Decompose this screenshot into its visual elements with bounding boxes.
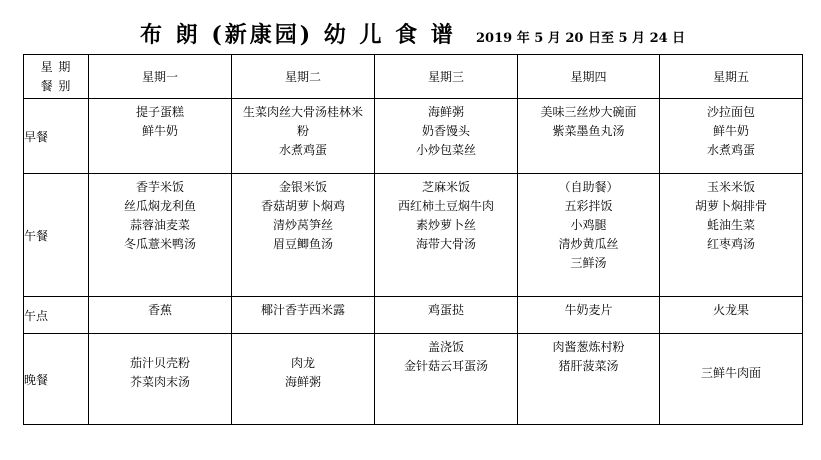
- dish-item: 玉米米饭: [706, 180, 755, 194]
- page-title: 布 朗 (新康园) 幼 儿 食 谱: [140, 22, 456, 48]
- dish-item: 芥菜肉末汤: [129, 375, 190, 389]
- menu-cell-breakfast-wed: [375, 99, 518, 174]
- dish-item: 火龙果: [712, 303, 749, 317]
- dish-item: 蒜蓉油麦菜: [129, 218, 190, 232]
- meal-label-lunch: 午餐: [24, 174, 89, 297]
- dish-item: 丝瓜焖龙利鱼: [123, 199, 196, 213]
- dish-item: 香芋米饭: [135, 180, 184, 194]
- menu-cell-lunch-thu: [518, 174, 660, 297]
- menu-cell-lunch-fri: [660, 174, 803, 297]
- meal-label-breakfast: 早餐: [24, 99, 89, 174]
- dish-item: 胡萝卜焖排骨: [694, 199, 767, 213]
- day-header-row: [24, 55, 803, 99]
- dish-item: 蚝油生菜: [706, 218, 755, 232]
- meal-row-dinner: [24, 334, 803, 425]
- dish-item: 三鲜汤: [570, 256, 607, 270]
- dish-item: 水煮鸡蛋: [706, 143, 755, 157]
- menu-cell-snack-thu: [518, 297, 660, 334]
- dish-item: 粉: [296, 124, 309, 138]
- dish-item: 猪肝菠菜汤: [558, 359, 619, 373]
- menu-cell-dinner-mon: [89, 334, 232, 425]
- menu-cell-dinner-thu: [518, 334, 660, 425]
- menu-cell-snack-tue: [232, 297, 375, 334]
- menu-cell-breakfast-fri: [660, 99, 803, 174]
- dish-item: 鸡蛋挞: [427, 303, 464, 317]
- corner-cell: [24, 55, 89, 99]
- dish-item: 素炒萝卜丝: [415, 218, 476, 232]
- dish-item: 盖浇饭: [427, 340, 464, 354]
- dish-item: 茄汁贝壳粉: [129, 356, 190, 370]
- dish-item: 红枣鸡汤: [706, 237, 755, 251]
- dish-item: 香菇胡萝卜焖鸡: [260, 199, 345, 213]
- menu-cell-dinner-fri: [660, 334, 803, 425]
- dish-item: 金银米饭: [278, 180, 327, 194]
- dish-item: 小炒包菜丝: [415, 143, 476, 157]
- dish-item: 冬瓜薏米鸭汤: [123, 237, 196, 251]
- dish-item: 肉酱葱炼村粉: [552, 340, 625, 354]
- menu-cell-lunch-wed: [375, 174, 518, 297]
- dish-item: 小鸡腿: [570, 218, 607, 232]
- date-range: 2019 年 5 月 20 日至 5 月 24 日: [476, 31, 686, 46]
- dish-item: 生菜肉丝大骨汤桂林米: [242, 105, 363, 119]
- menu-cell-snack-wed: [375, 297, 518, 334]
- dish-item: 金针菇云耳蛋汤: [403, 359, 488, 373]
- meal-label-dinner: 晚餐: [24, 334, 89, 425]
- dish-item: 牛奶麦片: [564, 303, 613, 317]
- menu-cell-dinner-tue: [232, 334, 375, 425]
- menu-cell-lunch-tue: [232, 174, 375, 297]
- dish-item: 清炒黄瓜丝: [558, 237, 619, 251]
- menu-cell-dinner-wed: [375, 334, 518, 425]
- menu-cell-breakfast-tue: [232, 99, 375, 174]
- corner-label-meal: 餐 别: [40, 78, 72, 93]
- dish-item: 鲜牛奶: [712, 124, 749, 138]
- dish-item: 芝麻米饭: [421, 180, 470, 194]
- dish-item: 香蕉: [147, 303, 172, 317]
- corner-label-day: 星 期: [40, 59, 72, 74]
- dish-item: 肉龙: [290, 356, 315, 370]
- menu-table: [23, 54, 803, 425]
- dish-item: （自助餐）: [558, 180, 619, 194]
- dish-item: 海鲜粥: [427, 105, 464, 119]
- dish-item: 美味三丝炒大碗面: [540, 105, 637, 119]
- dish-item: 五彩拌饭: [564, 199, 613, 213]
- day-header-fri: 星期五: [660, 55, 803, 99]
- dish-item: 水煮鸡蛋: [278, 143, 327, 157]
- day-header-mon: 星期一: [89, 55, 232, 99]
- menu-cell-snack-fri: [660, 297, 803, 334]
- menu-cell-lunch-mon: [89, 174, 232, 297]
- menu-cell-breakfast-mon: [89, 99, 232, 174]
- dish-item: 沙拉面包: [706, 105, 755, 119]
- day-header-thu: 星期四: [518, 55, 660, 99]
- menu-cell-snack-mon: [89, 297, 232, 334]
- dish-item: 紫菜墨鱼丸汤: [552, 124, 625, 138]
- meal-label-snack: 午点: [24, 297, 89, 334]
- meal-row-breakfast: [24, 99, 803, 174]
- dish-item: 清炒莴笋丝: [272, 218, 333, 232]
- dish-item: 鲜牛奶: [141, 124, 178, 138]
- day-header-tue: 星期二: [232, 55, 375, 99]
- dish-item: 三鲜牛肉面: [700, 366, 761, 380]
- dish-item: 眉豆鲫鱼汤: [272, 237, 333, 251]
- menu-cell-breakfast-thu: [518, 99, 660, 174]
- dish-item: 奶香馒头: [421, 124, 470, 138]
- dish-item: 海鲜粥: [284, 375, 321, 389]
- day-header-wed: 星期三: [375, 55, 518, 99]
- meal-row-lunch: [24, 174, 803, 297]
- menu-header: [0, 18, 821, 50]
- dish-item: 椰汁香芋西米露: [260, 303, 345, 317]
- dish-item: 西红柿土豆焖牛肉: [397, 199, 494, 213]
- dish-item: 海带大骨汤: [415, 237, 476, 251]
- dish-item: 提子蛋糕: [135, 105, 184, 119]
- meal-row-snack: [24, 297, 803, 334]
